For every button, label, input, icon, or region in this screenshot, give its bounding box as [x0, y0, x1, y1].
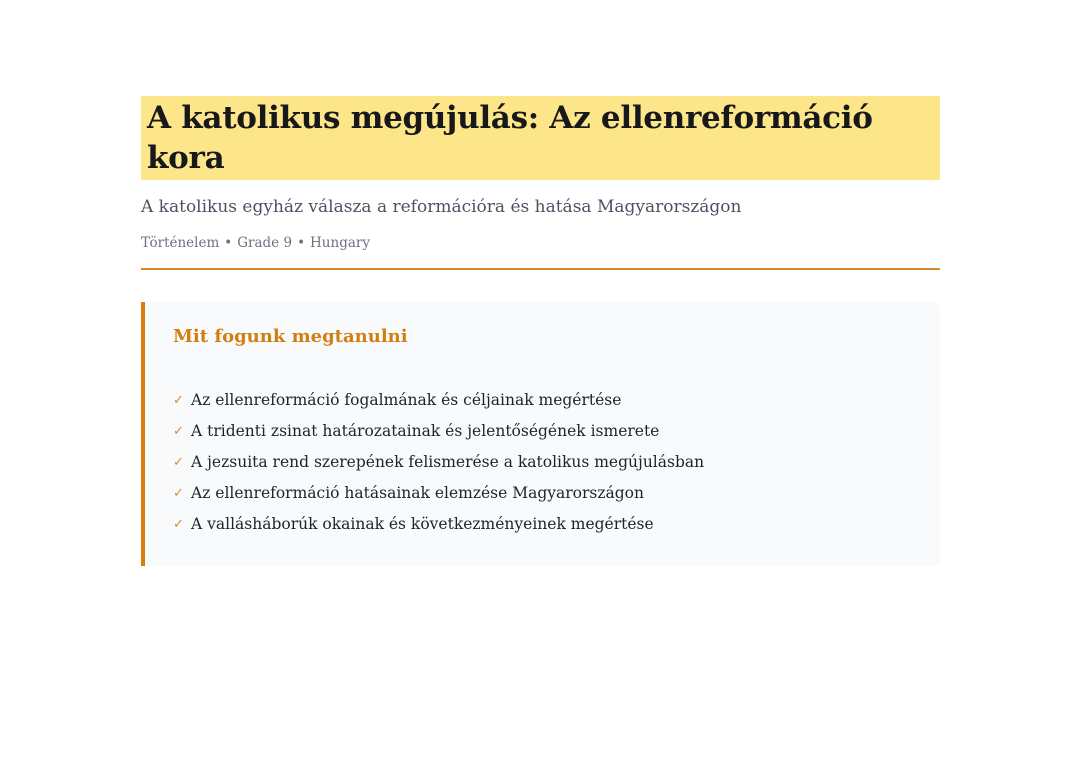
- list-item: [173, 478, 912, 509]
- lesson-page: [141, 96, 940, 566]
- check-icon: ✓: [173, 517, 184, 532]
- meta-subject: Történelem: [141, 235, 220, 251]
- check-icon: ✓: [173, 393, 184, 408]
- check-icon: ✓: [173, 486, 184, 501]
- lesson-header: [141, 96, 940, 270]
- check-icon: ✓: [173, 455, 184, 470]
- objectives-list: [173, 385, 912, 540]
- learning-objectives-card: [141, 302, 940, 566]
- page-subtitle: A katolikus egyház válasza a reformációra és hatása Magyarországon: [141, 197, 742, 217]
- lesson-meta: [141, 234, 940, 252]
- meta-separator: •: [297, 235, 306, 251]
- objectives-title: Mit fogunk megtanulni: [173, 326, 408, 347]
- header-divider: [141, 268, 940, 270]
- page-title: A katolikus megújulás: Az ellenreformáció kora: [147, 100, 873, 176]
- objective-text: A tridenti zsinat határozatainak és jelentőségének ismerete: [191, 422, 660, 440]
- objective-text: Az ellenreformáció fogalmának és céljainak megértése: [191, 391, 622, 409]
- list-item: [173, 385, 912, 416]
- list-item: [173, 447, 912, 478]
- check-icon: ✓: [173, 424, 184, 439]
- meta-separator: •: [224, 235, 233, 251]
- objective-text: A vallásháborúk okainak és következményeinek megértése: [191, 515, 654, 533]
- list-item: [173, 416, 912, 447]
- objective-text: A jezsuita rend szerepének felismerése a katolikus megújulásban: [191, 453, 705, 471]
- objective-text: Az ellenreformáció hatásainak elemzése Magyarországon: [191, 484, 644, 502]
- meta-grade: Grade 9: [237, 235, 293, 251]
- meta-country: Hungary: [310, 235, 370, 251]
- list-item: [173, 509, 912, 540]
- title-highlight: [141, 96, 940, 180]
